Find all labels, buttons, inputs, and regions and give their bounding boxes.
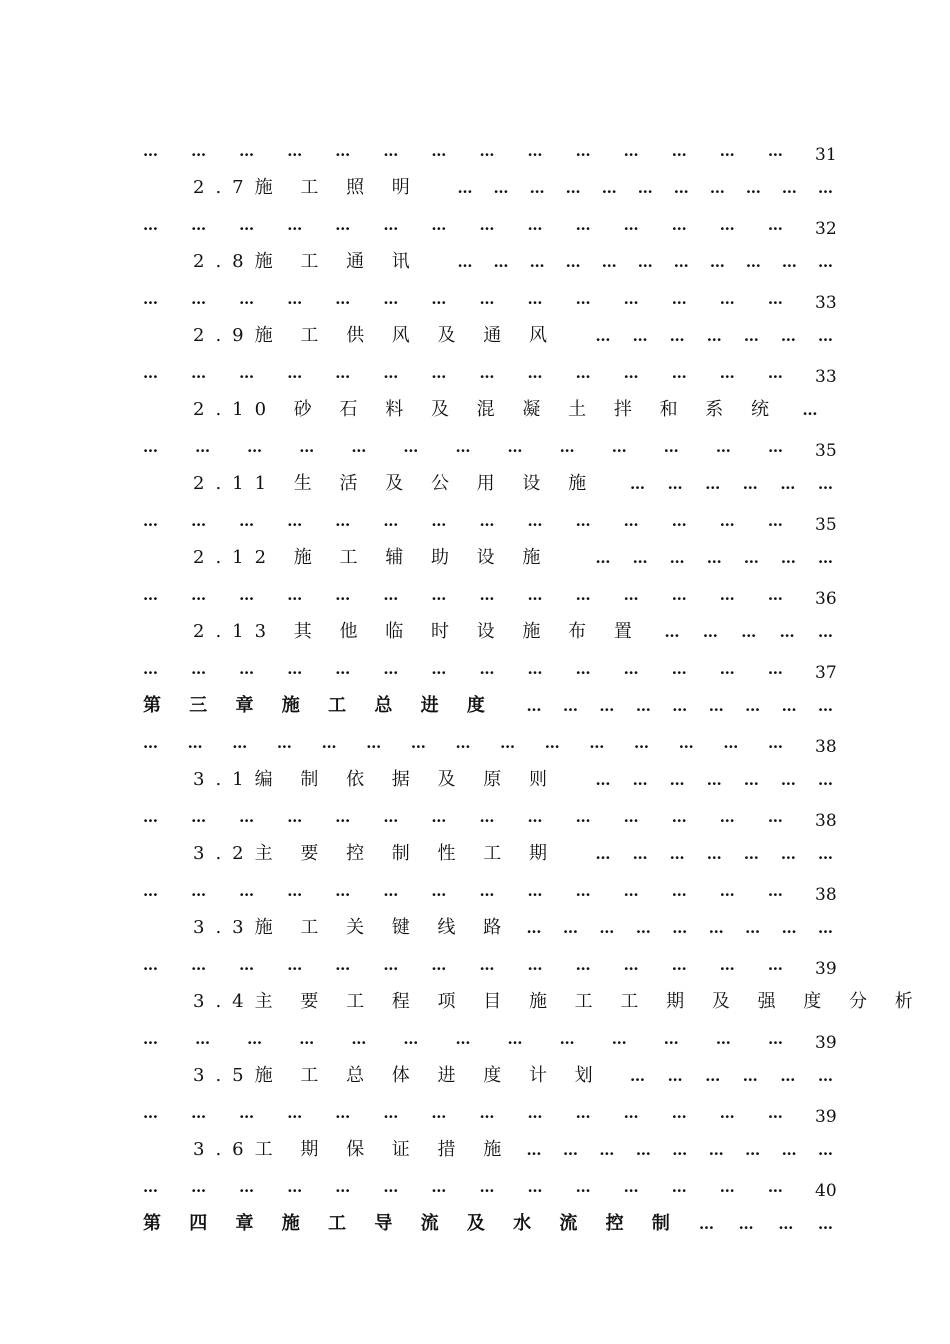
toc-continuation-line xyxy=(0,284,950,318)
entry-title: 3.5施 工 总 体 进 度 计 划 xyxy=(193,1065,604,1086)
toc-continuation-line xyxy=(0,210,950,244)
leader-dots: … … … … … … … xyxy=(595,549,833,567)
leader-dots: … … … … … … … … … … … … … … xyxy=(143,290,783,308)
entry-title: 2.8施 工 通 讯 xyxy=(193,251,421,272)
toc-continuation-line xyxy=(0,876,950,910)
toc-continuation-line xyxy=(0,1172,950,1206)
entry-title: 2.7施 工 照 明 xyxy=(193,177,421,198)
leader-dots: … … … … … … … … … … … … … … xyxy=(143,586,783,604)
page-number: 33 xyxy=(815,293,837,313)
leader-dots: … … … … … … … … … … … … … … xyxy=(143,142,783,160)
entry-title: 3.3施 工 关 键 线 路 xyxy=(193,917,513,938)
page-number: 39 xyxy=(815,1107,837,1127)
page-number: 32 xyxy=(815,219,837,239)
toc-section-entry[interactable] xyxy=(0,543,950,577)
toc-chapter-entry[interactable] xyxy=(0,1209,950,1243)
leader-dots: … … … … … … … … … … … … … … xyxy=(143,1104,783,1122)
entry-title: 2.10 砂 石 料 及 混 凝 土 拌 和 系 统 xyxy=(193,399,781,420)
page-number: 37 xyxy=(815,663,837,683)
toc-chapter-entry[interactable] xyxy=(0,691,950,725)
leader-dots: … … … … … … … … … … … … … … xyxy=(143,216,783,234)
entry-title: 第 四 章 施 工 导 流 及 水 流 控 制 xyxy=(143,1213,681,1234)
toc-section-entry[interactable] xyxy=(0,839,950,873)
toc-section-entry[interactable] xyxy=(0,321,950,355)
page-number: 38 xyxy=(815,885,837,905)
page-number: 40 xyxy=(815,1181,837,1201)
leader-dots: … … … … … … … … … … … … … … xyxy=(143,660,783,678)
leader-dots: … … … … xyxy=(699,1215,833,1233)
toc-continuation-line xyxy=(0,506,950,540)
entry-title: 2.11 生 活 及 公 用 设 施 xyxy=(193,473,598,494)
toc-continuation-line xyxy=(0,950,950,984)
toc-continuation-line xyxy=(0,1024,950,1058)
page-number: 38 xyxy=(815,737,837,757)
toc-continuation-line xyxy=(0,728,950,762)
toc-section-entry[interactable] xyxy=(0,469,950,503)
leader-dots: … … … … … … … … … … … … … … xyxy=(143,1178,783,1196)
toc-continuation-line xyxy=(0,654,950,688)
leader-dots: … … … … … … … xyxy=(595,327,833,345)
toc-continuation-line xyxy=(0,358,950,392)
toc-continuation-line xyxy=(0,1098,950,1132)
leader-dots: … … … … … … … xyxy=(595,771,833,789)
toc-continuation-line xyxy=(0,432,950,466)
toc-section-entry[interactable] xyxy=(0,173,950,207)
page-number: 33 xyxy=(815,367,837,387)
leader-dots: … … … … … … … … … … … … … … xyxy=(143,512,783,530)
toc-section-entry[interactable] xyxy=(0,395,950,429)
toc-section-entry[interactable] xyxy=(0,987,950,1021)
leader-dots: … … … … … … xyxy=(630,1067,833,1085)
toc-continuation-line xyxy=(0,580,950,614)
leader-dots: … … … … … … … … … xyxy=(526,697,833,715)
leader-dots: … … … … … … … xyxy=(595,845,833,863)
page-number: 36 xyxy=(815,589,837,609)
leader-dots: … … … … … … … … … … … xyxy=(457,179,833,197)
leader-dots: … … … … … … … … … … … xyxy=(457,253,833,271)
toc-continuation-line xyxy=(0,802,950,836)
leader-dots: … … … … … … … … … … … … … … … xyxy=(143,734,783,752)
leader-dots: … … … … … … … … … … … … … … xyxy=(143,956,783,974)
entry-title: 2.12 施 工 辅 助 设 施 xyxy=(193,547,552,568)
leader-dots: … … … … … … … … … … … … … xyxy=(143,438,783,456)
page-number: 35 xyxy=(815,441,837,461)
leader-dots: … xyxy=(802,401,818,419)
entry-title: 3.2主 要 控 制 性 工 期 xyxy=(193,843,558,864)
page-number: 39 xyxy=(815,1033,837,1053)
leader-dots: … … … … … … … … … … … … … … xyxy=(143,364,783,382)
leader-dots: … … … … … … xyxy=(630,475,833,493)
leader-dots: … … … … … xyxy=(664,623,833,641)
page-number: 35 xyxy=(815,515,837,535)
page-number: 39 xyxy=(815,959,837,979)
toc-section-entry[interactable] xyxy=(0,247,950,281)
page-number: 38 xyxy=(815,811,837,831)
entry-title: 3.4主 要 工 程 项 目 施 工 工 期 及 强 度 分 析 xyxy=(193,991,924,1012)
entry-title: 3.6工 期 保 证 措 施 xyxy=(193,1139,513,1160)
entry-title: 2.13 其 他 临 时 设 施 布 置 xyxy=(193,621,643,642)
toc-continuation-line xyxy=(0,136,950,170)
toc-section-entry[interactable] xyxy=(0,1135,950,1169)
entry-title: 3.1编 制 依 据 及 原 则 xyxy=(193,769,558,790)
leader-dots: … … … … … … … … … … … … … … xyxy=(143,882,783,900)
entry-title: 第 三 章 施 工 总 进 度 xyxy=(143,695,496,716)
leader-dots: … … … … … … … … … xyxy=(526,1141,833,1159)
entry-title: 2.9施 工 供 风 及 通 风 xyxy=(193,325,558,346)
toc-section-entry[interactable] xyxy=(0,765,950,799)
toc-section-entry[interactable] xyxy=(0,913,950,947)
toc-section-entry[interactable] xyxy=(0,617,950,651)
leader-dots: … … … … … … … … … … … … … xyxy=(143,1030,783,1048)
page-number: 31 xyxy=(815,145,837,165)
toc-section-entry[interactable] xyxy=(0,1061,950,1095)
leader-dots: … … … … … … … … … … … … … … xyxy=(143,808,783,826)
leader-dots: … … … … … … … … … xyxy=(526,919,833,937)
